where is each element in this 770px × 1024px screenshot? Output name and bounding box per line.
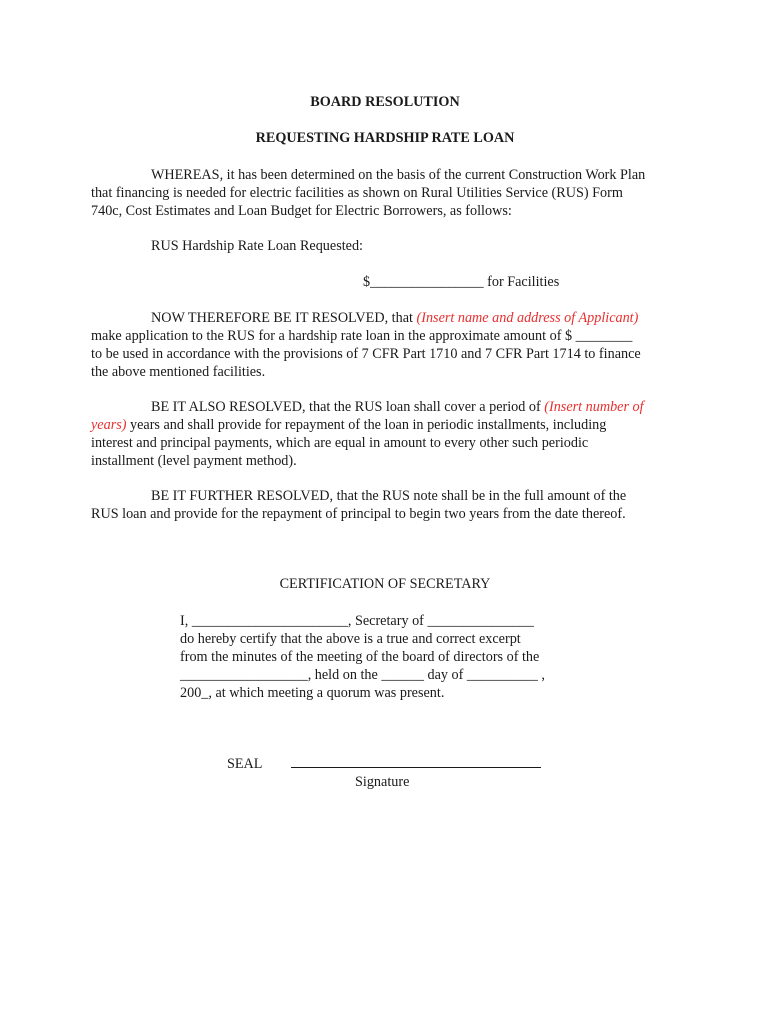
certification-line-4: __________________, held on the ______ day of __________ , [180, 667, 545, 683]
certification-line-5: 200_, at which meeting a quorum was present. [180, 685, 445, 701]
also-resolved-line-4: installment (level payment method). [91, 453, 297, 469]
document-title: BOARD RESOLUTION [310, 94, 460, 110]
now-therefore-text: NOW THEREFORE BE IT RESOLVED, that [151, 310, 417, 326]
facilities-amount-line: $________________ for Facilities [363, 274, 560, 290]
further-resolved-line-2: RUS loan and provide for the repayment of principal to begin two years from the date thereof. [91, 506, 626, 522]
certification-line-2: do hereby certify that the above is a true and correct excerpt [180, 631, 521, 647]
also-resolved-text-2: years and shall provide for repayment of the loan in periodic installments, including [126, 417, 607, 433]
years-placeholder-end: years) [91, 417, 127, 433]
applicant-placeholder: (Insert name and address of Applicant) [416, 310, 639, 326]
signature-line [291, 767, 541, 768]
further-resolved-line-1: BE IT FURTHER RESOLVED, that the RUS note shall be in the full amount of the [151, 488, 627, 504]
now-therefore-line-3: to be used in accordance with the provisions of 7 CFR Part 1710 and 7 CFR Part 1714 to finance [91, 346, 641, 362]
also-resolved-line-3: interest and principal payments, which are equal in amount to every other such periodic [91, 435, 589, 451]
also-resolved-text: BE IT ALSO RESOLVED, that the RUS loan shall cover a period of [151, 399, 545, 415]
certification-line-1: I, ______________________, Secretary of _______________ [180, 613, 534, 629]
signature-label: Signature [355, 774, 410, 790]
document-subtitle: REQUESTING HARDSHIP RATE LOAN [255, 130, 515, 146]
also-resolved-line-2 [91, 416, 606, 434]
now-therefore-line-4: the above mentioned facilities. [91, 364, 266, 380]
whereas-line-3: 740c, Cost Estimates and Loan Budget for Electric Borrowers, as follows: [91, 203, 512, 219]
now-therefore-line-2: make application to the RUS for a hardship rate loan in the approximate amount of $ ________ [91, 328, 633, 344]
also-resolved-line-1 [151, 398, 644, 416]
seal-label: SEAL [227, 756, 263, 772]
certification-heading: CERTIFICATION OF SECRETARY [279, 576, 491, 592]
whereas-line-1: WHEREAS, it has been determined on the basis of the current Construction Work Plan [151, 167, 646, 183]
whereas-line-2: that financing is needed for electric facilities as shown on Rural Utilities Service (RUS) Form [91, 185, 623, 201]
now-therefore-line-1 [151, 309, 638, 327]
loan-requested-label: RUS Hardship Rate Loan Requested: [151, 238, 363, 254]
years-placeholder-start: (Insert number of [544, 399, 644, 415]
certification-line-3: from the minutes of the meeting of the board of directors of the [180, 649, 540, 665]
